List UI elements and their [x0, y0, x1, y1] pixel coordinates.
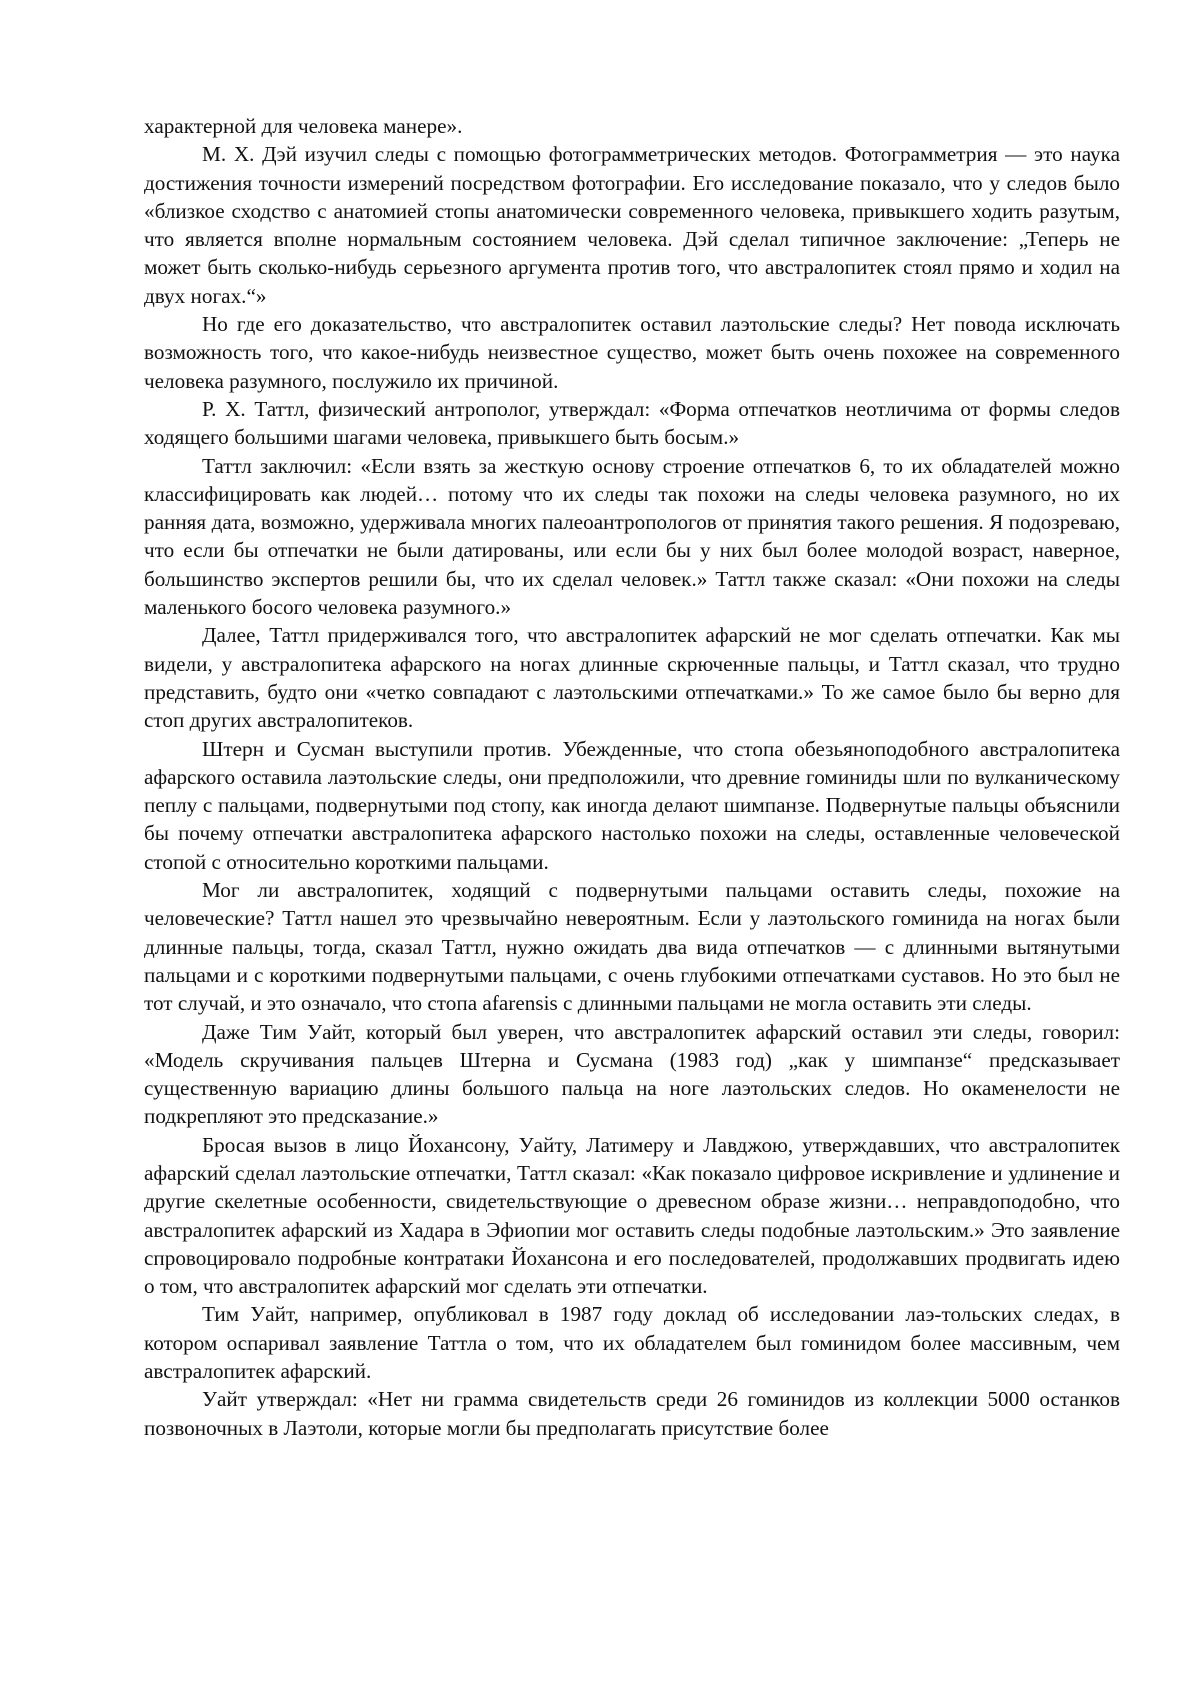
paragraph-challenge: Бросая вызов в лицо Йохансону, Уайту, Латимеру и Лавджою, утверждавших, что австралопитек афарский сделал лаэтольские отпечатки, Таттл сказал: «Как показало цифровое искривление и удлинение и другие скелетные особенности, свидетельствующие о древесном образе жизни… неправдоподобно, что австралопитек афарский из Хадара в Эфиопии мог оставить следы подобные лаэтольским.» Это заявление спровоцировало подробные контратаки Йохансона и его последователей, продолжавших продвигать идею о том, что австралопитек афарский мог сделать эти отпечатки. [144, 1132, 1120, 1299]
document-page [144, 112, 1120, 1442]
paragraph-white-claims: Уайт утверждал: «Нет ни грамма свидетельств среди 26 гоминидов из коллекции 5000 останков позвоночных в Лаэтоли, которые могли бы предполагать присутствие более [144, 1387, 1120, 1440]
paragraph-curled-toes: Мог ли австралопитек, ходящий с подвернутыми пальцами оставить следы, похожие на человеческие? Таттл нашел это чрезвычайно невероятным. Если у лаэтольского гоминида на ногах были длинные пальцы, тогда, сказал Таттл, нужно ожидать два вида отпечатков — с длинными вытянутыми пальцами и с короткими подвернутыми пальцами, с очень глубокими отпечатками суставов. Но это был не тот случай, и это означало, что стопа afarensis с длинными пальцами не могла оставить эти следы. [144, 878, 1120, 1016]
paragraph-tuttle-quote: Р. Х. Таттл, физический антрополог, утверждал: «Форма отпечатков неотличима от формы следов ходящего большими шагами человека, привыкшего быть босым.» [144, 396, 1120, 450]
paragraph-stern-susman: Штерн и Сусман выступили против. Убежденные, что стопа обезьяноподобного австралопитека афарского оставила лаэтольские следы, они предположили, что древние гоминиды шли по вулканическому пеплу с пальцами, подвернутыми под стопу, как иногда делают шимпанзе. Подвернутые пальцы объяснили бы почему отпечатки австралопитека афарского настолько похожи на следы, оставленные человеческой стопой с относительно короткими пальцами. [144, 736, 1120, 874]
paragraph-tuttle-conclusion: Таттл заключил: «Если взять за жесткую основу строение отпечатков 6, то их обладателей можно классифицировать как людей… потому что их следы так похожи на следы человека разумного, но их ранняя дата, возможно, удерживала многих палеоантропологов от принятия такого решения. Я подозреваю, что если бы отпечатки не были датированы, или если бы у них был более молодой возраст, наверное, большинство экспертов решили бы, что их сделал человек.» Таттл также сказал: «Они похожи на следы маленького босого человека разумного.» [144, 453, 1120, 620]
paragraph-continuation: характерной для человека манере». [144, 114, 463, 138]
paragraph-white-1987: Тим Уайт, например, опубликовал в 1987 году доклад об исследовании лаэ-тольских следах, в котором оспаривал заявление Таттла о том, что их обладателем был гоминидом более массивным, чем австралопитек афарский. [144, 1302, 1120, 1384]
paragraph-tim-white: Даже Тим Уайт, который был уверен, что австралопитек афарский оставил эти следы, говорил: «Модель скручивания пальцев Штерна и Сусмана (1983 год) „как у шимпанзе“ предсказывает существенную вариацию длины большого пальца на ноге лаэтольских следов. Но окаменелости не подкрепляют это предсказание.» [144, 1019, 1120, 1129]
paragraph-evidence-question: Но где его доказательство, что австралопитек оставил лаэтольские следы? Нет повода исключать возможность того, что какое-нибудь неизвестное существо, может быть очень похожее на современного человека разумного, послужило их причиной. [144, 312, 1120, 393]
paragraph-afarensis-toes: Далее, Таттл придерживался того, что австралопитек афарский не мог сделать отпечатки. Как мы видели, у австралопитека афарского на ногах длинные скрюченные пальцы, и Таттл сказал, что трудно представить, будто они «четко совпадают с лаэтольскими отпечатками.» То же самое было бы верно для стоп других австралопитеков. [144, 623, 1120, 733]
paragraph-day-photogrammetry: М. Х. Дэй изучил следы с помощью фотограмметрических методов. Фотограмметрия — это наука достижения точности измерений посредством фотографии. Его исследование показало, что у следов было «близкое сходство с анатомией стопы анатомически современного человека, привыкшего ходить разутым, что является вполне нормальным состоянием человека. Дэй сделал типичное заключение: „Теперь не может быть сколько-нибудь серьезного аргумента против того, что австралопитек стоял прямо и ходил на двух ногах.“» [144, 142, 1120, 308]
